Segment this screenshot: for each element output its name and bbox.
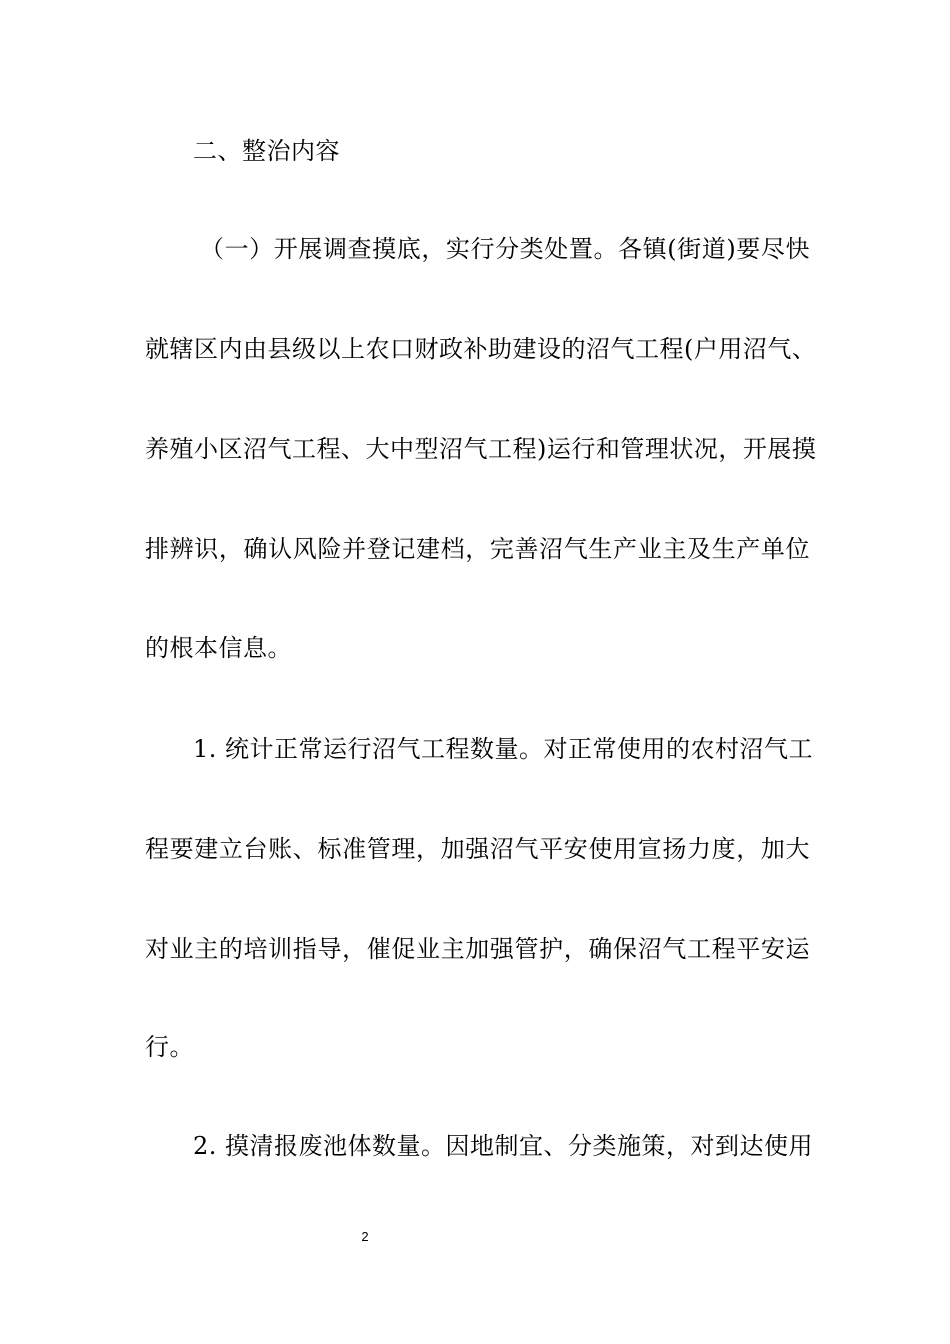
paragraph-1-line-4: 排辨识，确认风险并登记建档，完善沼气生产业主及生产单位 [145,535,810,563]
paragraph-2-line-1: 1. 统计正常运行沼气工程数量。对正常使用的农村沼气工 [193,735,814,763]
paragraph-1-line-3: 养殖小区沼气工程、大中型沼气工程)运行和管理状况，开展摸 [145,435,817,463]
section-heading: 二、整治内容 [193,137,340,165]
paragraph-2-line-4: 行。 [145,1033,194,1061]
paragraph-1-line-5: 的根本信息。 [145,634,292,662]
paragraph-2-line-3: 对业主的培训指导，催促业主加强管护，确保沼气工程平安运 [145,935,810,963]
paragraph-1-line-2: 就辖区内由县级以上农口财政补助建设的沼气工程(户用沼气、 [145,335,817,363]
paragraph-2-line-2: 程要建立台账、标准管理，加强沼气平安使用宣扬力度，加大 [145,835,810,863]
paragraph-3-line-1: 2. 摸清报废池体数量。因地制宜、分类施策，对到达使用 [193,1132,814,1160]
paragraph-1-line-1: （一）开展调查摸底，实行分类处置。各镇(街道)要尽快 [200,235,810,263]
page-number: 2 [361,1229,369,1244]
